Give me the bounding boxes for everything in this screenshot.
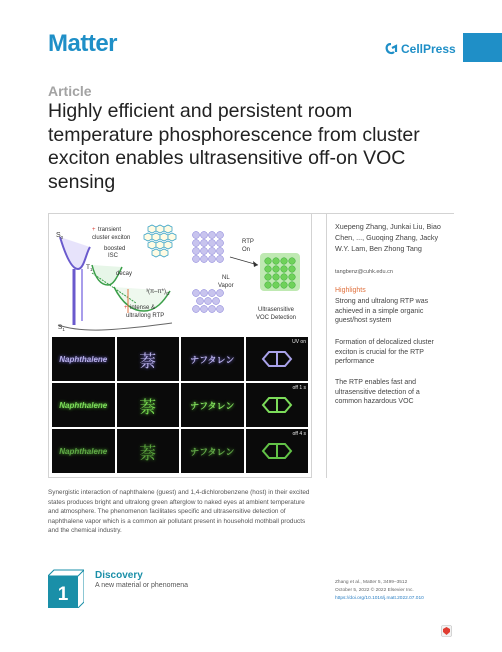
citation-date: October 5, 2022 © 2022 Elsevier Inc. — [335, 588, 414, 594]
cellpress-logo-icon — [385, 43, 398, 55]
discovery-level-badge — [48, 568, 84, 608]
svg-text:+: + — [124, 305, 128, 311]
label-cluster-exciton: cluster exciton — [92, 235, 131, 241]
label-ultralong: ultra/long RTP — [126, 313, 165, 319]
photo-row-label-4s: off 4 s — [292, 431, 306, 437]
label-s-sub: 0 — [60, 235, 64, 240]
photo-text-en: Naphthalene — [59, 400, 108, 410]
discovery-title: Discovery — [95, 570, 143, 581]
label-on: On — [242, 247, 251, 253]
corresponding-email[interactable]: tangbenz@cuhk.edu.cn — [335, 269, 393, 275]
publisher-logo — [385, 42, 456, 56]
photo-text-jp: ナフタレン — [190, 354, 235, 365]
label-transient: transient — [98, 227, 122, 233]
check-for-updates-icon[interactable] — [441, 625, 452, 637]
photo-katakana-1s — [181, 383, 244, 427]
photo-text-cn: 萘 — [139, 397, 157, 417]
photo-text-en: Naphthalene — [59, 354, 108, 364]
citation-block — [335, 579, 465, 604]
photo-text-jp: ナフタレン — [190, 400, 235, 411]
phosphorescence-photo-grid — [52, 337, 308, 473]
header-corner-block — [463, 33, 502, 62]
label-t1-sub: 1 — [89, 267, 93, 272]
photo-text-cn: 萘 — [139, 443, 157, 463]
label-rtp: RTP — [242, 239, 254, 245]
photo-row-label-1s: off 1 s — [292, 385, 306, 391]
naphthalene-molecule-icon — [259, 349, 295, 369]
photo-text-jp: ナフタレン — [190, 446, 235, 457]
label-intense: intense & — [130, 305, 156, 311]
label-ultrasensitive: Ultrasensitive — [258, 307, 295, 313]
photo-text-cn: 萘 — [139, 351, 157, 371]
photo-katakana-uv — [181, 337, 244, 381]
photo-text-en: Naphthalene — [59, 446, 108, 456]
graphical-abstract — [48, 213, 312, 478]
label-nl: NL — [222, 275, 230, 281]
photo-katakana-4s — [181, 429, 244, 473]
citation-reference: Zhang et al., Matter 5, 3499–3512 — [335, 580, 408, 585]
sidebar-divider — [326, 213, 327, 478]
publisher-name: CellPress — [401, 42, 456, 56]
author-list: Xuepeng Zhang, Junkai Liu, Biao Chen, ..., Guoqing Zhang, Jacky W.Y. Lam, Ben Zhong Tang — [335, 222, 441, 253]
highlights-heading: Highlights — [335, 287, 366, 294]
photo-naphthalene-word-4s — [52, 429, 115, 473]
photo-molecule-1s — [246, 383, 309, 427]
label-state-sub: G — [165, 291, 170, 296]
article-title: Highly efficient and persistent room temperature phosphorescence from cluster exciton enables ultrasensitive off-on VOC sensing — [48, 100, 420, 193]
label-vapor: Vapor — [218, 283, 234, 289]
svg-text:+: + — [92, 227, 96, 233]
discovery-subtitle: A new material or phenomena — [95, 582, 188, 589]
label-s1-sub: 1 — [62, 327, 65, 332]
photo-kanji-1s — [117, 383, 180, 427]
citation-doi-link[interactable]: https://doi.org/10.1016/j.matt.2022.07.010 — [335, 596, 424, 602]
article-type: Article — [48, 83, 92, 99]
label-decay: decay — [116, 271, 133, 277]
photo-molecule-uv — [246, 337, 309, 381]
figure-caption: Synergistic interaction of naphthalene (guest) and 1,4-dichlorobenzene (host) in their excited states produces bright and ultralong green afterglow to naked eyes at ambient temperature and atmosphere. The phenomenon facilitates specific and ultrasensitive detection of naphthalene vapor which is a common air pollutant present in household mothball products and the chemical industry. — [48, 489, 310, 535]
naphthalene-molecule-icon — [259, 395, 295, 415]
label-t1: T — [86, 264, 90, 271]
discovery-level-number: 1 — [57, 584, 69, 605]
svg-text:³(π–π*)G — [146, 289, 170, 296]
highlight-item: The RTP enables fast and ultrasensitive detection of a common hazardous VOC — [335, 379, 420, 406]
photo-row-label-uv: UV on — [292, 339, 306, 345]
photo-kanji-4s — [117, 429, 180, 473]
label-voc-detection: VOC Detection — [256, 315, 297, 321]
photo-naphthalene-word-uv — [52, 337, 115, 381]
highlight-item: Strong and ultralong RTP was achieved in a simple organic guest/host system — [335, 298, 429, 325]
label-s: S — [56, 232, 61, 239]
mechanism-diagram — [52, 217, 308, 337]
photo-naphthalene-word-1s — [52, 383, 115, 427]
naphthalene-molecule-icon — [259, 441, 295, 461]
label-isc: ISC — [108, 253, 119, 259]
label-s1: S — [58, 324, 63, 331]
journal-name: Matter — [48, 30, 118, 57]
highlight-item: Formation of delocalized cluster exciton is crucial for the RTP performance — [335, 339, 434, 366]
label-state: ³(π–π*) — [146, 289, 166, 295]
photo-molecule-4s — [246, 429, 309, 473]
photo-kanji-uv — [117, 337, 180, 381]
label-boosted: boosted — [104, 246, 126, 252]
